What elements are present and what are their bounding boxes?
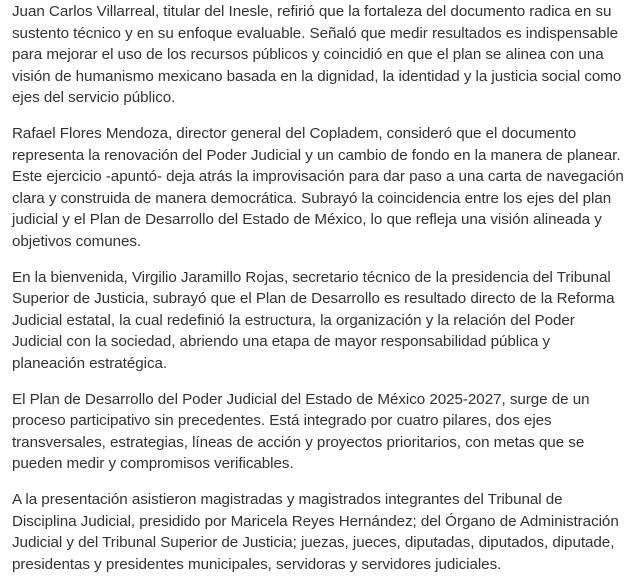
paragraph-flores-mendoza: Rafael Flores Mendoza, director general del Copladem, consideró que el documento representa la renovación del Poder Judicial y un cambio de fondo en la manera de planear. Este ejercicio -apuntó- deja atrás la improvisación para dar paso a una carta de navegación clara y construida de manera democrática. Subrayó la coincidencia entre los ejes del plan judicial y el Plan de Desarrollo del Estado de México, lo que refleja una visión alineada y objetivos comunes.	[12, 125, 624, 250]
paragraph-plan-desarrollo: El Plan de Desarrollo del Poder Judicial del Estado de México 2025-2027, surge de un proceso participativo sin precedentes. Está integrado por cuatro pilares, dos ejes transversales, estrategias, líneas de acción y proyectos prioritarios, con metas que se pueden medir y compromisos verificables.	[12, 390, 590, 472]
paragraph-jaramillo-rojas: En la bienvenida, Virgilio Jaramillo Rojas, secretario técnico de la presidencia del Tribunal Superior de Justicia, subrayó que el Plan de Desarrollo es resultado directo de la Reforma Judicial estatal, la cual redefinió la estructura, la organización y la relación del Poder Judicial con la sociedad, abriendo una etapa de mayor responsabilidad pública y planeación estratégica.	[12, 268, 615, 372]
paragraph-asistentes: A la presentación asistieron magistradas y magistrados integrantes del Tribunal de Disciplina Judicial, presidido por Maricela Reyes Hernández; del Órgano de Administración Judicial y del Tribunal Superior de Justicia; juezas, jueces, diputadas, diputados, diputade, presidentas y presidentes municipales, servidoras y servidores judiciales.	[12, 491, 619, 573]
paragraph-villarreal: Juan Carlos Villarreal, titular del Inesle, refirió que la fortaleza del documento radica en su sustento técnico y en su enfoque evaluable. Señaló que medir resultados es indispensable para mejorar el uso de los recursos públicos y coincidió en que el plan se alinea con una visión de humanismo mexicano basada en la dignidad, la identidad y la justicia social como ejes del servicio público.	[12, 3, 622, 106]
